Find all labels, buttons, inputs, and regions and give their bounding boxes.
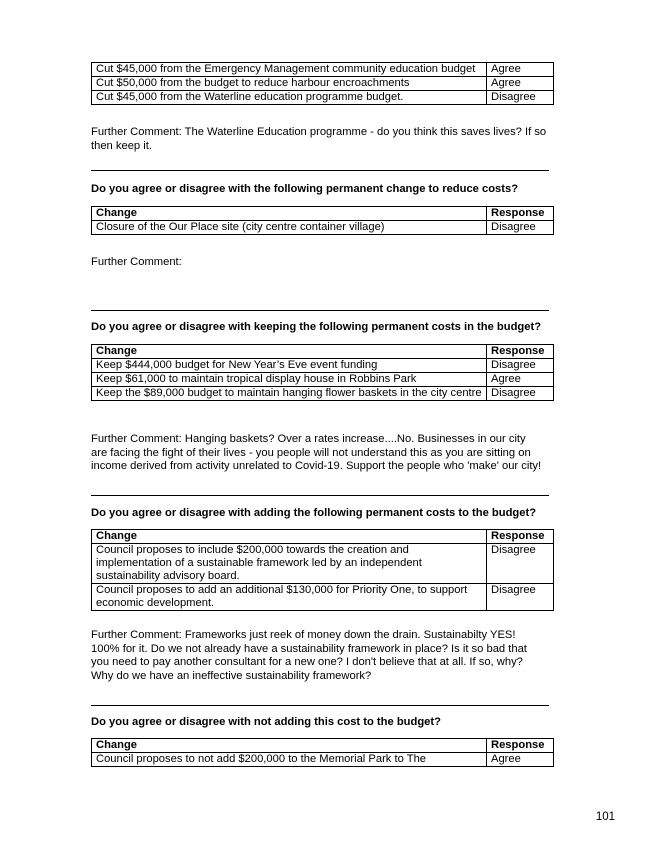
further-comment-2: Further Comment: — [91, 256, 182, 268]
column-header-response: Response — [487, 207, 554, 221]
column-header-change: Change — [92, 530, 487, 544]
response-cell: Agree — [487, 63, 554, 77]
change-cell: Closure of the Our Place site (city centre container village) — [92, 221, 487, 235]
response-cell: Agree — [487, 753, 554, 767]
table-not-adding — [91, 738, 551, 767]
question-heading: Do you agree or disagree with adding the following permanent costs to the budget? — [91, 507, 537, 519]
table-keep-costs — [91, 344, 551, 401]
comment-line: Why do we have an ineffective sustainability framework? — [91, 669, 372, 682]
table-row — [92, 359, 554, 373]
table-row — [92, 584, 554, 611]
table-row — [92, 221, 554, 235]
change-cell: Council proposes to include $200,000 towards the creation and implementation of a sustainable framework led by an independent sustainability advisory board. — [92, 544, 487, 584]
comment-line: Further Comment: Hanging baskets? Over a rates increase....No. Businesses in our city — [91, 433, 526, 445]
table-header-row — [92, 207, 554, 221]
change-cell: Cut $45,000 from the Waterline education programme budget. — [92, 91, 487, 105]
divider — [91, 495, 549, 496]
response-cell: Disagree — [487, 91, 554, 105]
question-heading: Do you agree or disagree with keeping the following permanent costs in the budget? — [91, 321, 542, 333]
question-heading: Do you agree or disagree with the following permanent change to reduce costs? — [91, 183, 519, 195]
column-header-response: Response — [487, 345, 554, 359]
response-cell: Disagree — [487, 387, 554, 401]
comment-line: you need to pay another consultant for a new one? I don't believe that at all. If so, why? — [91, 656, 523, 668]
change-cell: Keep the $89,000 budget to maintain hanging flower baskets in the city centre — [92, 387, 487, 401]
further-comment-1 — [91, 126, 551, 153]
column-header-response: Response — [487, 739, 554, 753]
comment-line: then keep it. — [91, 139, 152, 152]
table-row — [92, 544, 554, 584]
response-cell: Agree — [487, 77, 554, 91]
column-header-change: Change — [92, 345, 487, 359]
response-cell: Disagree — [487, 221, 554, 235]
table-row — [92, 373, 554, 387]
table-header-row — [92, 345, 554, 359]
response-cell: Disagree — [487, 544, 554, 584]
further-comment-3 — [91, 433, 551, 474]
divider — [91, 170, 549, 171]
table-row — [92, 387, 554, 401]
change-cell: Keep $444,000 budget for New Year’s Eve event funding — [92, 359, 487, 373]
change-cell: Council proposes to not add $200,000 to the Memorial Park to The — [92, 753, 487, 767]
further-comment-4 — [91, 629, 551, 683]
table-cuts — [91, 62, 551, 105]
comment-line: are facing the fight of their lives - you people will not understand this as you are sitting on — [91, 446, 531, 459]
column-header-change: Change — [92, 739, 487, 753]
divider — [91, 705, 549, 706]
table-row — [92, 63, 554, 77]
comment-line: income derived from activity unrelated to Covid-19. Support the people who 'make' our city! — [91, 460, 542, 472]
table-row — [92, 77, 554, 91]
change-cell: Cut $50,000 from the budget to reduce harbour encroachments — [92, 77, 487, 91]
table-header-row — [92, 530, 554, 544]
divider — [91, 310, 549, 311]
change-cell: Keep $61,000 to maintain tropical display house in Robbins Park — [92, 373, 487, 387]
comment-line: Further Comment: The Waterline Education programme - do you think this saves lives? If so — [91, 126, 547, 138]
change-cell: Council proposes to add an additional $130,000 for Priority One, to support economic development. — [92, 584, 487, 611]
response-cell: Disagree — [487, 359, 554, 373]
change-cell: Cut $45,000 from the Emergency Management community education budget — [92, 63, 487, 77]
column-header-response: Response — [487, 530, 554, 544]
table-header-row — [92, 739, 554, 753]
response-cell: Agree — [487, 373, 554, 387]
table-add-costs — [91, 529, 551, 611]
table-row — [92, 753, 554, 767]
comment-line: 100% for it. Do we not already have a sustainability framework in place? Is it so bad that — [91, 642, 527, 655]
column-header-change: Change — [92, 207, 487, 221]
question-heading: Do you agree or disagree with not adding this cost to the budget? — [91, 716, 441, 728]
response-cell: Disagree — [487, 584, 554, 611]
table-change-reduce — [91, 206, 551, 235]
page-number: 101 — [595, 811, 615, 823]
table-row — [92, 91, 554, 105]
comment-line: Further Comment: Frameworks just reek of money down the drain. Sustainabilty YES! — [91, 629, 516, 641]
